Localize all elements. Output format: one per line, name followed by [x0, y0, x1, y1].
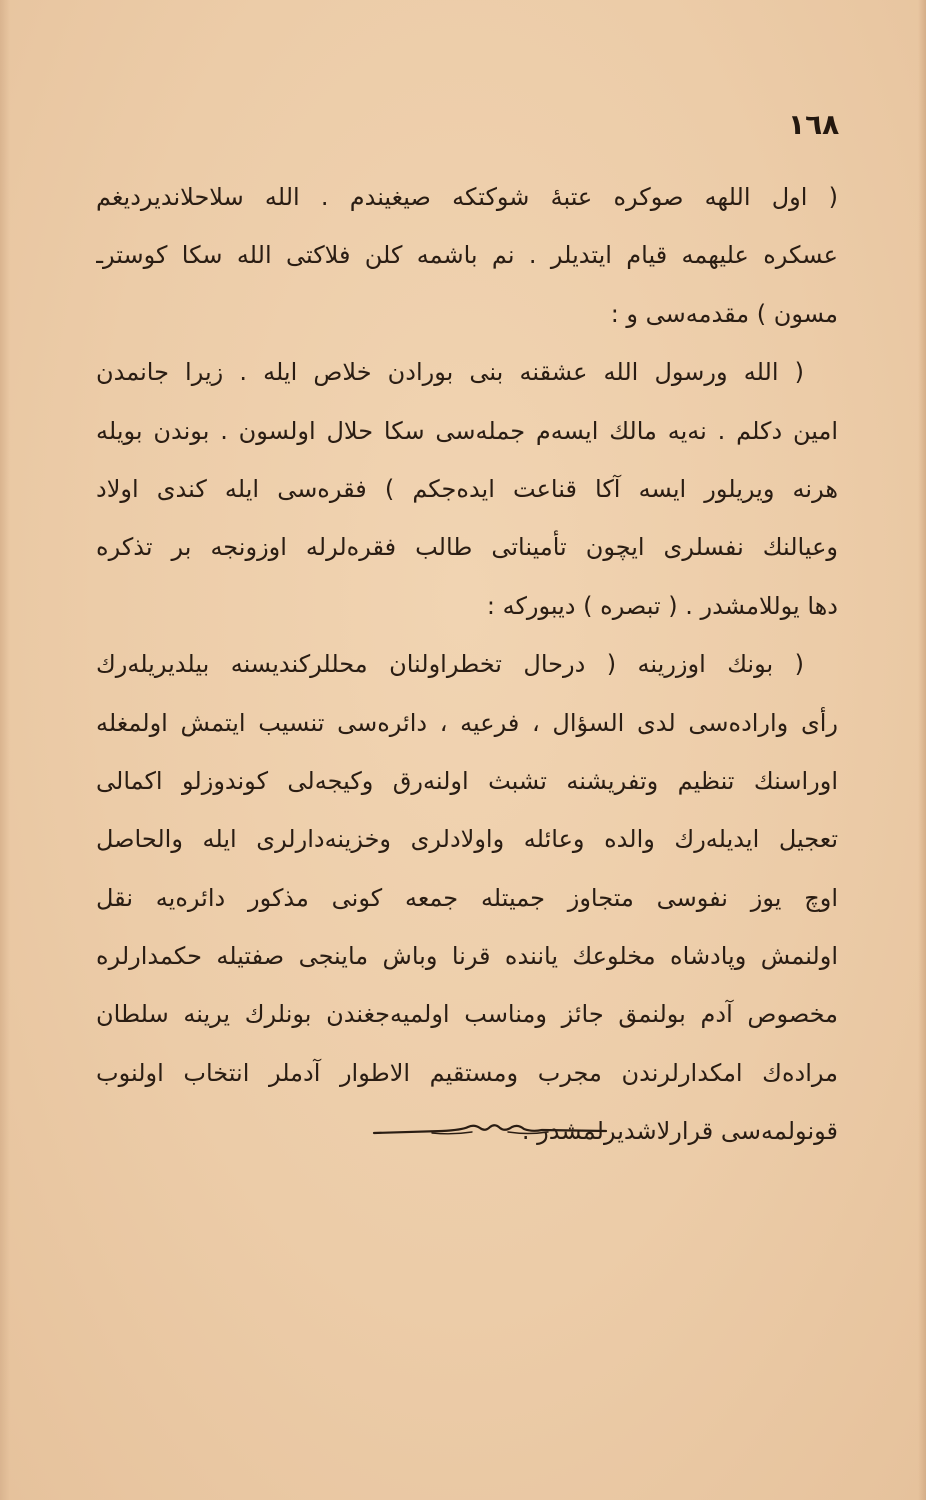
text-line: مراده‌ك امکدارلرندن مجرب ومستقیم الاطوار آدملر انتخاب اولنوب — [96, 1058, 838, 1087]
text-line: ( بونك اوزرینه ( درحال تخطراولنان محللرکندیسنه بیلدیریله‌رك — [96, 650, 804, 679]
text-line: اوراسنك تنظیم وتفریشنه تشبث اولنه‌رق وکیجه‌لی کوندوزلو اکمالی — [96, 766, 838, 795]
divider-flourish-icon — [372, 1118, 608, 1144]
page-number: ١٦٨ — [788, 108, 840, 141]
text-line: مخصوص آدم بولنمق جائز ومناسب اولمیه‌جغندن بونلرك یرینه سلطان — [96, 1000, 838, 1029]
text-line: قونولمه‌سی قرارلاشدیرلمشدر . — [521, 1117, 838, 1146]
text-line: عسکره علیهمه قیام ایتدیلر . نم باشمه کلن فلاکتی الله سکا کوسترـ — [96, 241, 838, 270]
page-edge-right — [918, 0, 926, 1500]
page-edge-left — [0, 0, 10, 1500]
text-line: رأی واراده‌سی لدی السؤال ، فرعیه ، دائره‌سی تنسیب ایتمش اولمغله — [96, 708, 838, 737]
text-line: ( اول اللهه صوکره عتبهٔ شوکتکه صیغیندم . الله سلاحلاندیردیغم — [96, 183, 838, 211]
text-line: اولنمش وپادشاه مخلوعك یاننده قرنا وباش ماینجی صفتیله حکمدارلره — [96, 942, 838, 971]
text-line: تعجیل ایدیله‌رك والده وعائله واولادلری وخزینه‌دارلری ایله والحاصل — [96, 825, 838, 854]
text-line: دها یوللامشدر . ( تبصره ) دیبورکه : — [486, 591, 838, 620]
text-line: امین دکلم . نه‌یه مالك ایسه‌م جمله‌سی سکا حلال اولسون . بوندن بویله — [96, 416, 838, 445]
text-line: وعیالنك نفسلری ایچون تأمیناتی طالب فقره‌لرله اوزونجه بر تذکره — [96, 533, 838, 562]
text-line: اوچ یوز نفوسی متجاوز جمیتله جمعه کونی مذکور دائره‌یه نقل — [96, 883, 838, 912]
body-text — [96, 168, 838, 1161]
text-line: هرنه ویریلور ایسه آکا قناعت ایده‌جکم ) فقره‌سی ایله کندی اولاد — [96, 474, 838, 503]
text-line: مسون ) مقدمه‌سی و : — [610, 299, 838, 328]
text-line: ( الله ورسول الله عشقنه بنی بورادن خلاص ایله . زیرا جانمدن — [96, 358, 804, 387]
